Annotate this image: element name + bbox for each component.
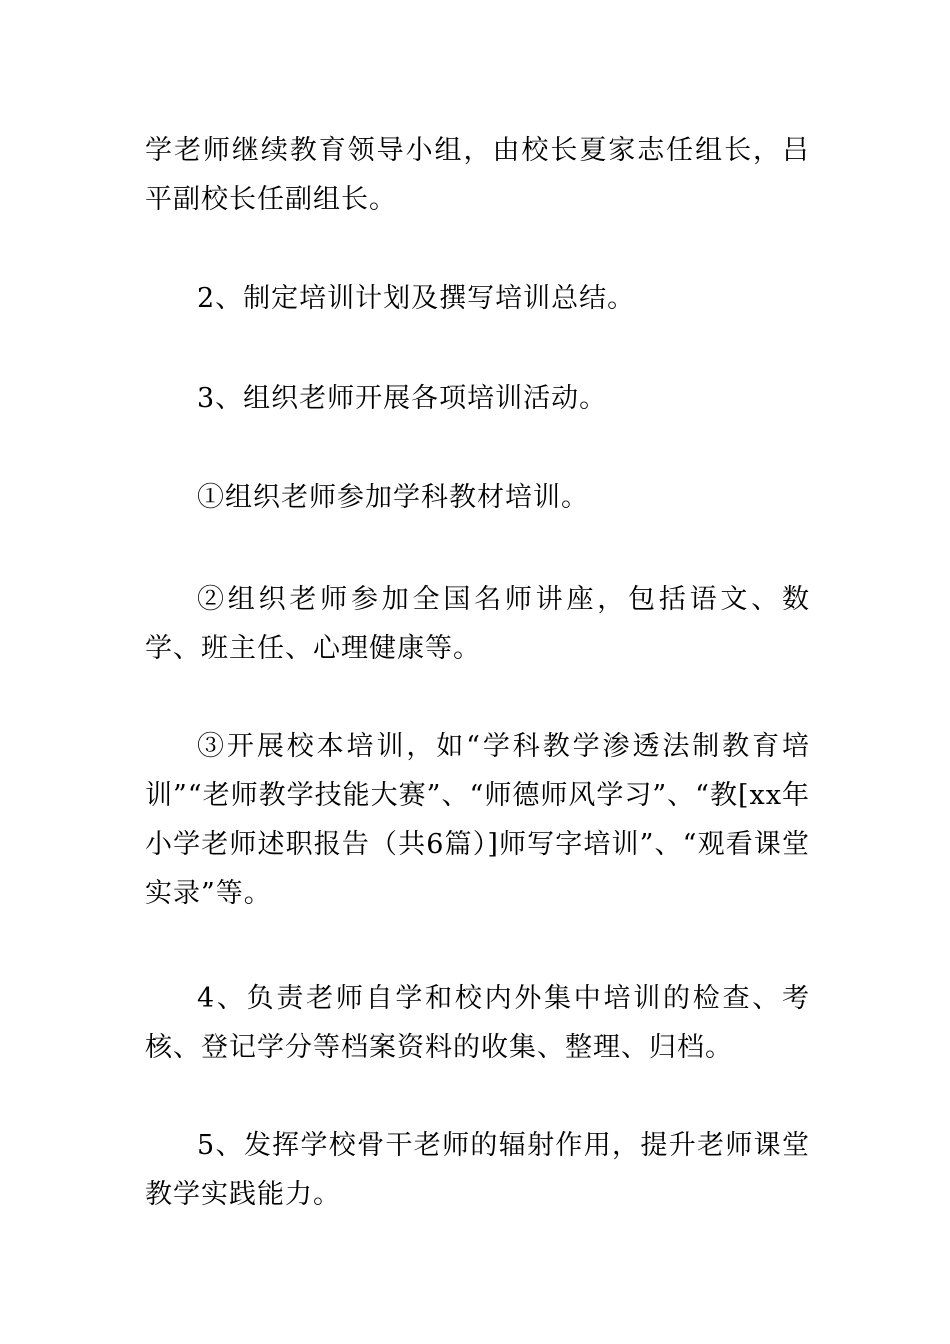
paragraph-subitem-3: ③开展校本培训，如“学科教学渗透法制教育培训”“老师教学技能大赛”、“师德师风学习”、“教[xx年小学老师述职报告（共6篇）]师写字培训”、“观看课堂实录”等。	[145, 731, 810, 909]
paragraph-item-5: 5、发挥学校骨干老师的辐射作用，提升老师课堂教学实践能力。	[145, 1130, 810, 1210]
paragraph-continuation: 学老师继续教育领导小组，由校长夏家志任组长，吕平副校长任副组长。	[145, 135, 810, 215]
paragraph-item-4: 4、负责老师自学和校内外集中培训的检查、考核、登记学分等档案资料的收集、整理、归档。	[145, 983, 810, 1063]
paragraph-item-3: 3、组织老师开展各项培训活动。	[197, 383, 608, 414]
paragraph-subitem-1: ①组织老师参加学科教材培训。	[197, 482, 589, 513]
paragraph-subitem-2: ②组织老师参加全国名师讲座，包括语文、数学、班主任、心理健康等。	[145, 584, 810, 664]
paragraph-item-2: 2、制定培训计划及撰写培训总结。	[197, 283, 636, 314]
